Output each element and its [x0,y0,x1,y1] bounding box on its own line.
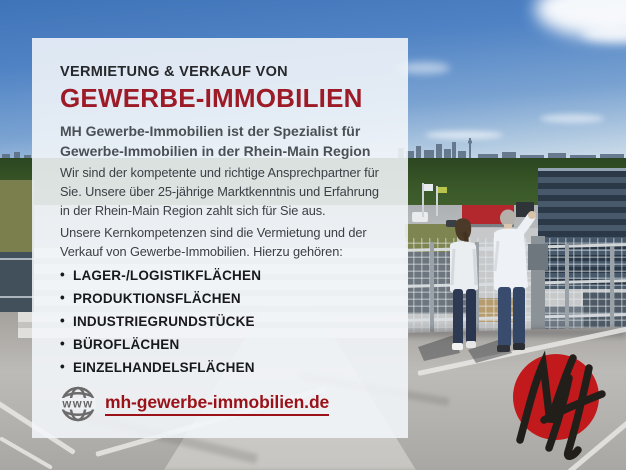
list-item: • LAGER-/LOGISTIKFLÄCHEN [60,269,402,283]
paragraph-line: Sie. Unsere über 25-jährige Marktkenntnis und Erfahrung [60,184,379,199]
left-railing-rail [0,258,34,260]
subtitle-line: Gewerbe-Immobilien in der Rhein-Main Region [60,143,371,159]
globe-www-label: www [62,398,94,411]
globe-www-icon [60,384,96,424]
list-item: • BÜROFLÄCHEN [60,338,402,352]
list-item: • PRODUKTIONSFLÄCHEN [60,292,402,306]
man-figure [494,210,536,353]
paragraph-line: Wir sind der kompetente und richtige Ansprechpartner für [60,165,379,180]
paragraph-line: Verkauf von Gewerbe-Immobilien. Hierzu gehören: [60,244,343,259]
cloud [540,114,604,123]
paragraph-line: in der Rhein-Main Region zahlt sich für Sie aus. [60,203,326,218]
paragraph-1 [60,163,402,220]
list-item: • INDUSTRIEGRUNDSTÜCKE [60,315,402,329]
content-panel [32,38,408,438]
kicker-heading: VERMIETUNG & VERKAUF VON [60,64,288,80]
left-railing-rail [0,296,34,298]
subtitle [60,121,402,161]
paragraph-2 [60,223,402,261]
woman-figure [450,218,478,350]
people-on-rooftop [410,185,626,375]
competence-list [60,269,402,375]
website-row [60,384,402,424]
subtitle-line: MH Gewerbe-Immobilien ist der Spezialist für [60,123,361,139]
left-railing [0,252,34,312]
main-title: GEWERBE-IMMOBILIEN [60,83,363,113]
green-roof-left [0,180,34,252]
paragraph-line: Unsere Kernkompetenzen sind die Vermietung und der [60,225,367,240]
mh-logo [506,348,618,466]
list-item: • EINZELHANDELSFLÄCHEN [60,361,402,375]
website-link[interactable]: mh-gewerbe-immobilien.de [105,392,329,416]
